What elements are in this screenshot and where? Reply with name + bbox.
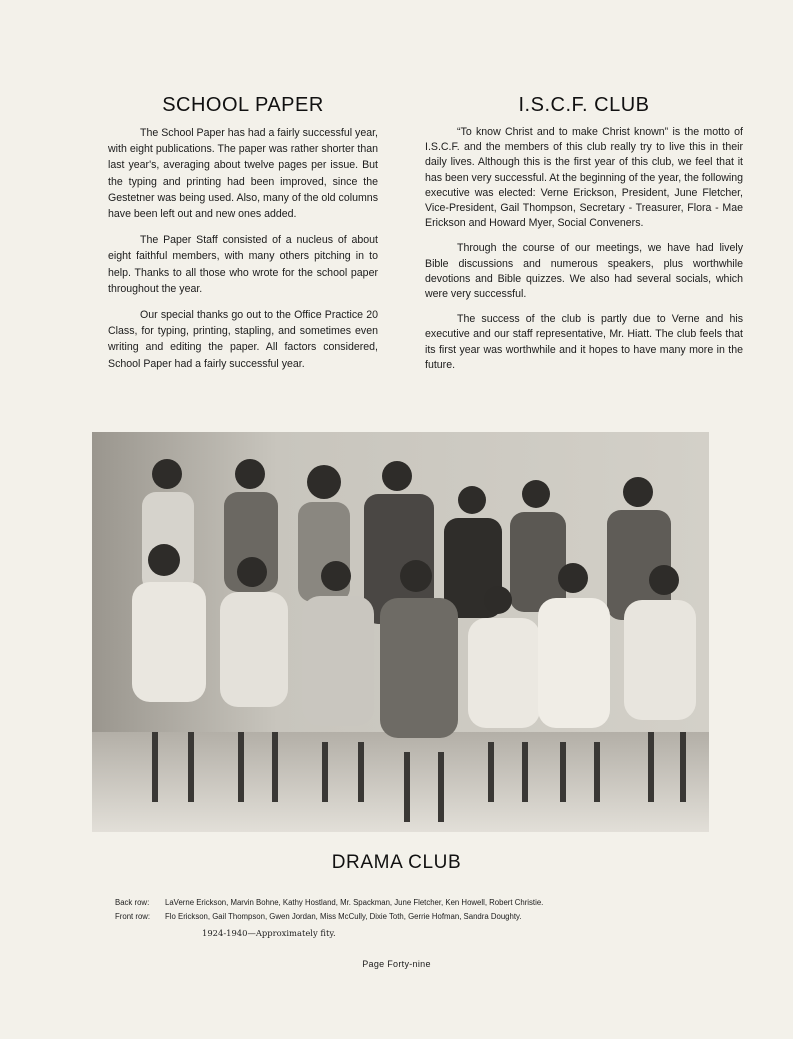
back-row-names: LaVerne Erickson, Marvin Bohne, Kathy Hostland, Mr. Spackman, June Fletcher, Ken Howell, Robert Christie.: [165, 898, 544, 907]
iscf-club-paragraph-1: “To know Christ and to make Christ known” is the motto of I.S.C.F. and the members of this club really try to live this in their daily lives. Although this is the first year of this club, we feel that it has been very successful. At the beginning of the year, the following executive was elected: Verne Erickson, President, June Fletcher, Vice-President, Gail Thompson, Secretary - Treasurer, Flora - Mae Erickson and Howard Myer, Social Conveners.: [425, 126, 744, 230]
drama-club-group-photo: [92, 432, 709, 832]
photo-caption: [115, 896, 543, 924]
iscf-club-paragraph-3: The success of the club is partly due to Verne and his executive and our staff representative, Mr. Hiatt. The club feels that its first year was worthwhile and it hopes to have many more in the future.: [425, 313, 743, 371]
iscf-club-section: [425, 94, 743, 383]
iscf-club-paragraph-2: Through the course of our meetings, we have had lively Bible discussions and numerous speakers, plus worthwhile devotions and Bible quizzes. We also had several socials, which were very successful.: [425, 242, 743, 301]
back-row-caption: [115, 896, 543, 910]
page-number: Page Forty-nine: [362, 959, 431, 969]
school-paper-section: [108, 94, 378, 382]
front-row-label: Front row:: [115, 912, 151, 921]
back-row-label: Back row:: [115, 898, 150, 907]
handwritten-note: 1924-1940—Approximately fity.: [202, 928, 336, 938]
school-paper-paragraph-2: The Paper Staff consisted of a nucleus of about eight faithful members, with many others pitching in to help. Thanks to all those who wrote for the school paper throughout the year.: [108, 234, 378, 295]
drama-club-title: DRAMA CLUB: [331, 852, 462, 873]
front-row-caption: [115, 910, 543, 924]
iscf-club-title: I.S.C.F. CLUB: [518, 94, 650, 116]
school-paper-paragraph-1: The School Paper has had a fairly successful year, with eight publications. The paper was rather shorter than last year's, averaging about twelve pages per issue. But the typing and printing had been improved, since the Gestetner was being used. Also, many of the old columns have been left out and new ones added.: [108, 127, 378, 221]
front-row-names: Flo Erickson, Gail Thompson, Gwen Jordan, Miss McCully, Dixie Toth, Gerrie Hofman, Sandra Doughty.: [165, 912, 522, 921]
school-paper-paragraph-3: Our special thanks go out to the Office Practice 20 Class, for typing, printing, stapling, and sometimes even writing and editing the paper. All factors considered, School Paper had a fairly successful year.: [108, 309, 378, 370]
school-paper-title: SCHOOL PAPER: [162, 94, 324, 116]
